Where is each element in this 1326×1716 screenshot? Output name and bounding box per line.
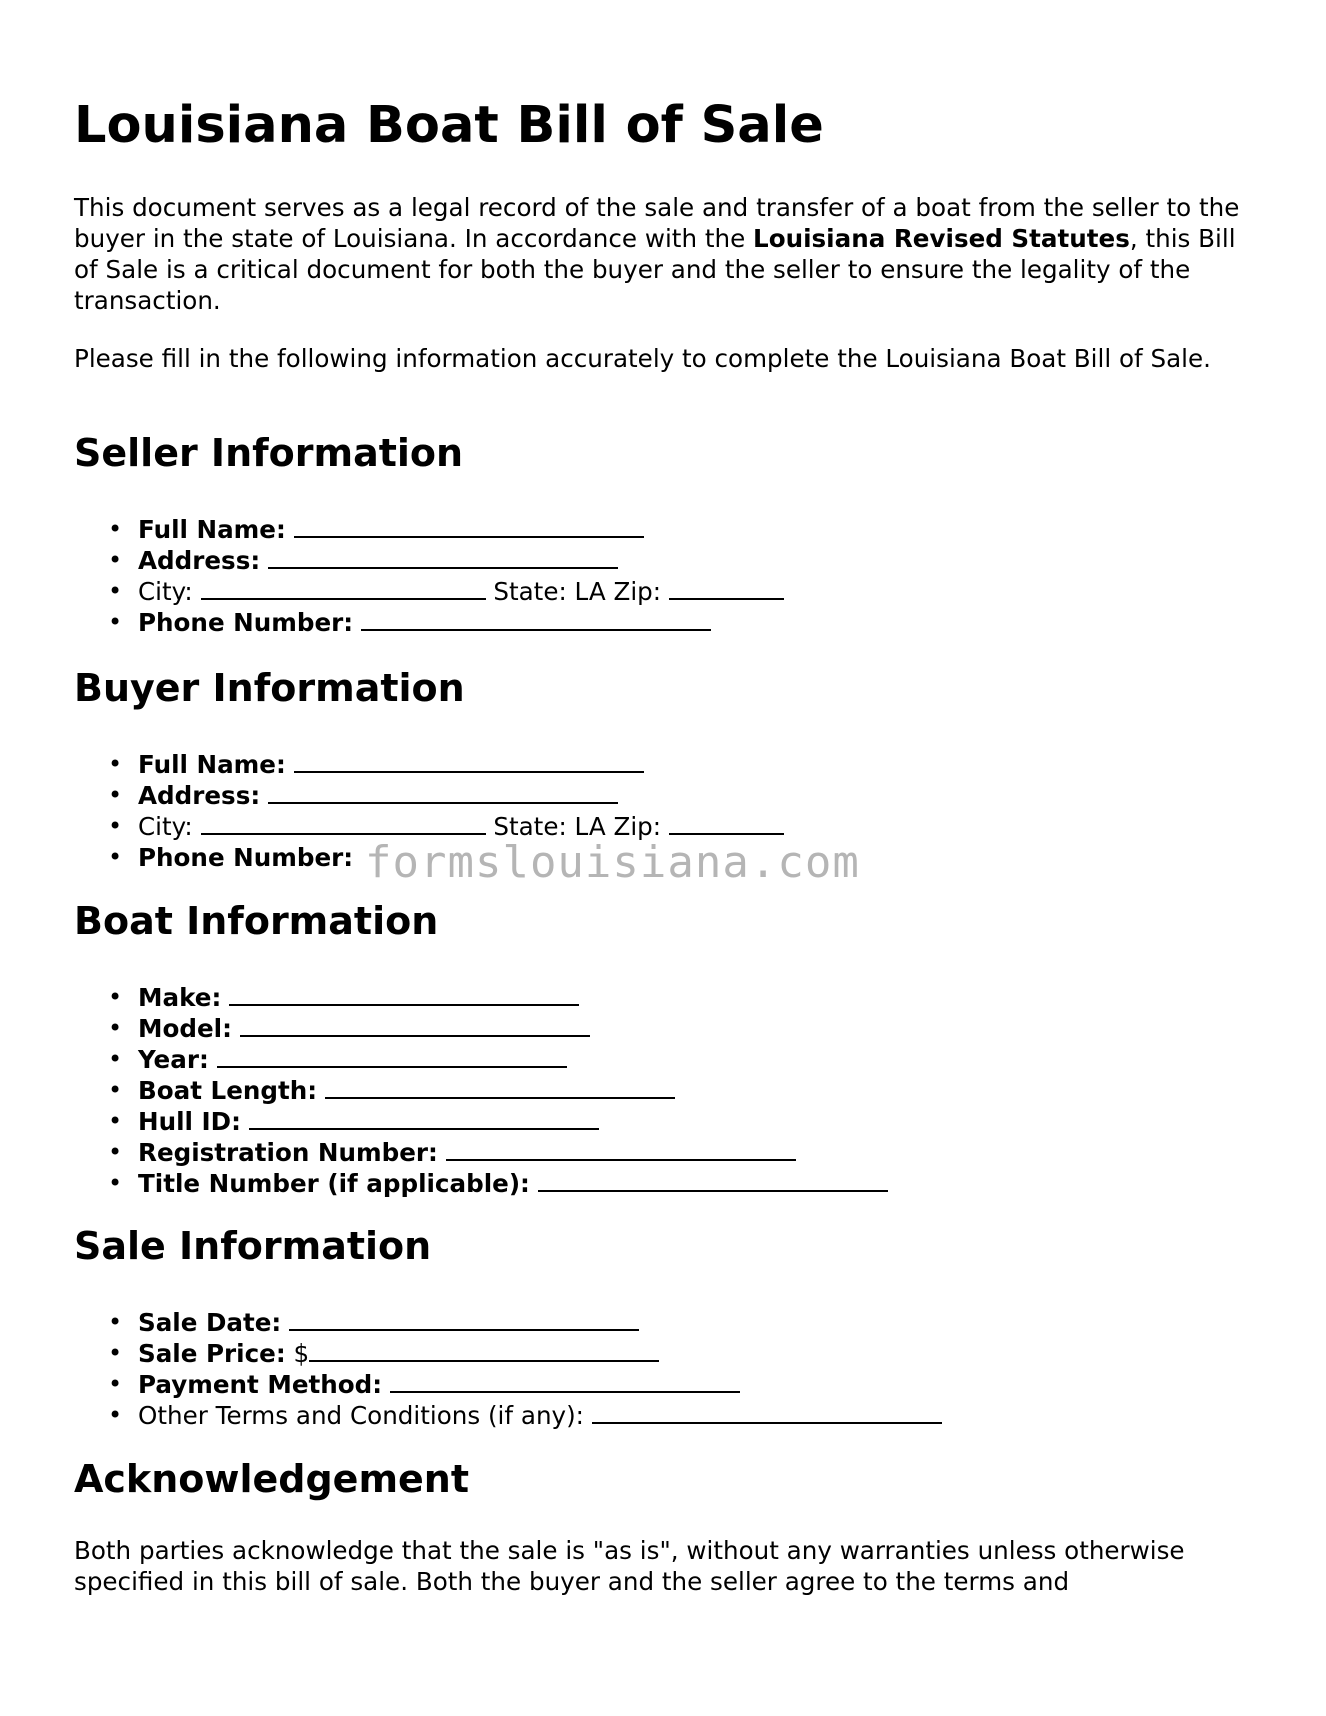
field-label: Full Name: bbox=[138, 515, 286, 544]
boat-model-item: • Model: bbox=[108, 1013, 888, 1044]
sale-price-blank[interactable] bbox=[309, 1338, 659, 1362]
boat-year-blank[interactable] bbox=[217, 1044, 567, 1068]
field-label: Address: bbox=[138, 546, 261, 575]
seller-phone-item: • Phone Number: bbox=[108, 607, 784, 638]
buyer-city-blank[interactable] bbox=[201, 811, 486, 835]
field-label: Model: bbox=[138, 1014, 232, 1043]
field-label: Phone Number: bbox=[138, 843, 354, 872]
seller-full-name-item: • Full Name: bbox=[108, 514, 784, 545]
acknowledgement-text: Both parties acknowledge that the sale is "as is", without any warranties unless otherwise specified in this bill of sale. Both the buyer and the seller agree to the terms and bbox=[74, 1536, 1185, 1596]
seller-city-blank[interactable] bbox=[201, 576, 486, 600]
sale-price-item: • Sale Price: $ bbox=[108, 1338, 942, 1369]
field-label: Boat Length: bbox=[138, 1076, 318, 1105]
buyer-city-item: • City: State: LA Zip: bbox=[108, 811, 784, 842]
sale-payment-blank[interactable] bbox=[390, 1369, 740, 1393]
field-label: Payment Method: bbox=[138, 1370, 383, 1399]
boat-year-item: • Year: bbox=[108, 1044, 888, 1075]
page-title: Louisiana Boat Bill of Sale bbox=[74, 96, 824, 155]
field-label: Full Name: bbox=[138, 750, 286, 779]
field-label: Address: bbox=[138, 781, 261, 810]
buyer-full-name-blank[interactable] bbox=[294, 749, 644, 773]
boat-list bbox=[108, 982, 888, 1199]
acknowledgement-heading: Acknowledgement bbox=[74, 1457, 470, 1501]
watermark: formslouisiana.com bbox=[365, 837, 860, 888]
field-label: Title Number (if applicable): bbox=[138, 1169, 530, 1198]
boat-make-blank[interactable] bbox=[229, 982, 579, 1006]
buyer-full-name-item: • Full Name: bbox=[108, 749, 784, 780]
seller-heading: Seller Information bbox=[74, 431, 464, 475]
boat-make-item: • Make: bbox=[108, 982, 888, 1013]
currency-symbol: $ bbox=[293, 1339, 310, 1368]
buyer-zip-blank[interactable] bbox=[669, 811, 784, 835]
boat-title-number-blank[interactable] bbox=[538, 1168, 888, 1192]
field-label: Year: bbox=[138, 1045, 209, 1074]
boat-registration-blank[interactable] bbox=[446, 1137, 796, 1161]
sale-payment-item: • Payment Method: bbox=[108, 1369, 942, 1400]
boat-length-blank[interactable] bbox=[325, 1075, 675, 1099]
intro-bold-statutes: Louisiana Revised Statutes bbox=[753, 224, 1130, 253]
buyer-address-blank[interactable] bbox=[268, 780, 618, 804]
field-label: State: LA Zip: bbox=[493, 577, 662, 606]
field-label: Sale Price: bbox=[138, 1339, 286, 1368]
field-label: City: bbox=[138, 577, 193, 606]
boat-length-item: • Boat Length: bbox=[108, 1075, 888, 1106]
seller-address-item: • Address: bbox=[108, 545, 784, 576]
seller-full-name-blank[interactable] bbox=[294, 514, 644, 538]
field-label: Phone Number: bbox=[138, 608, 354, 637]
seller-zip-blank[interactable] bbox=[669, 576, 784, 600]
intro-text-a: This document serves as a legal record of the sale and transfer of a boat from the seller to the buyer in the state of Louisiana. In accordance with the bbox=[74, 193, 1240, 253]
boat-model-blank[interactable] bbox=[240, 1013, 590, 1037]
buyer-heading: Buyer Information bbox=[74, 666, 465, 710]
sale-other-terms-blank[interactable] bbox=[592, 1400, 942, 1424]
sale-other-terms-item: • Other Terms and Conditions (if any): bbox=[108, 1400, 942, 1431]
boat-registration-item: • Registration Number: bbox=[108, 1137, 888, 1168]
boat-heading: Boat Information bbox=[74, 899, 439, 943]
field-label: Make: bbox=[138, 983, 222, 1012]
intro-text-b: , this Bill of Sale is a critical document for both the buyer and the seller to ensure the legality of the transaction. bbox=[74, 224, 1236, 315]
sale-date-blank[interactable] bbox=[289, 1307, 639, 1331]
sale-heading: Sale Information bbox=[74, 1224, 432, 1268]
seller-list bbox=[108, 514, 784, 638]
sale-date-item: • Sale Date: bbox=[108, 1307, 942, 1338]
intro-paragraph bbox=[74, 192, 1254, 316]
buyer-phone-item: • Phone Number: bbox=[108, 843, 354, 872]
field-label: Registration Number: bbox=[138, 1138, 438, 1167]
boat-hull-id-blank[interactable] bbox=[249, 1106, 599, 1130]
boat-hull-id-item: • Hull ID: bbox=[108, 1106, 888, 1137]
field-label: Sale Date: bbox=[138, 1308, 282, 1337]
field-label: State: LA Zip: bbox=[493, 812, 662, 841]
field-label: Hull ID: bbox=[138, 1107, 241, 1136]
buyer-address-item: • Address: bbox=[108, 780, 784, 811]
sale-list bbox=[108, 1307, 942, 1431]
boat-title-number-item: • Title Number (if applicable): bbox=[108, 1168, 888, 1199]
seller-city-item: • City: State: LA Zip: bbox=[108, 576, 784, 607]
seller-phone-blank[interactable] bbox=[361, 607, 711, 631]
seller-address-blank[interactable] bbox=[268, 545, 618, 569]
field-label: Other Terms and Conditions (if any): bbox=[138, 1401, 584, 1430]
instructions-paragraph: Please fill in the following information accurately to complete the Louisiana Boat Bill of Sale. bbox=[74, 344, 1211, 373]
field-label: City: bbox=[138, 812, 193, 841]
